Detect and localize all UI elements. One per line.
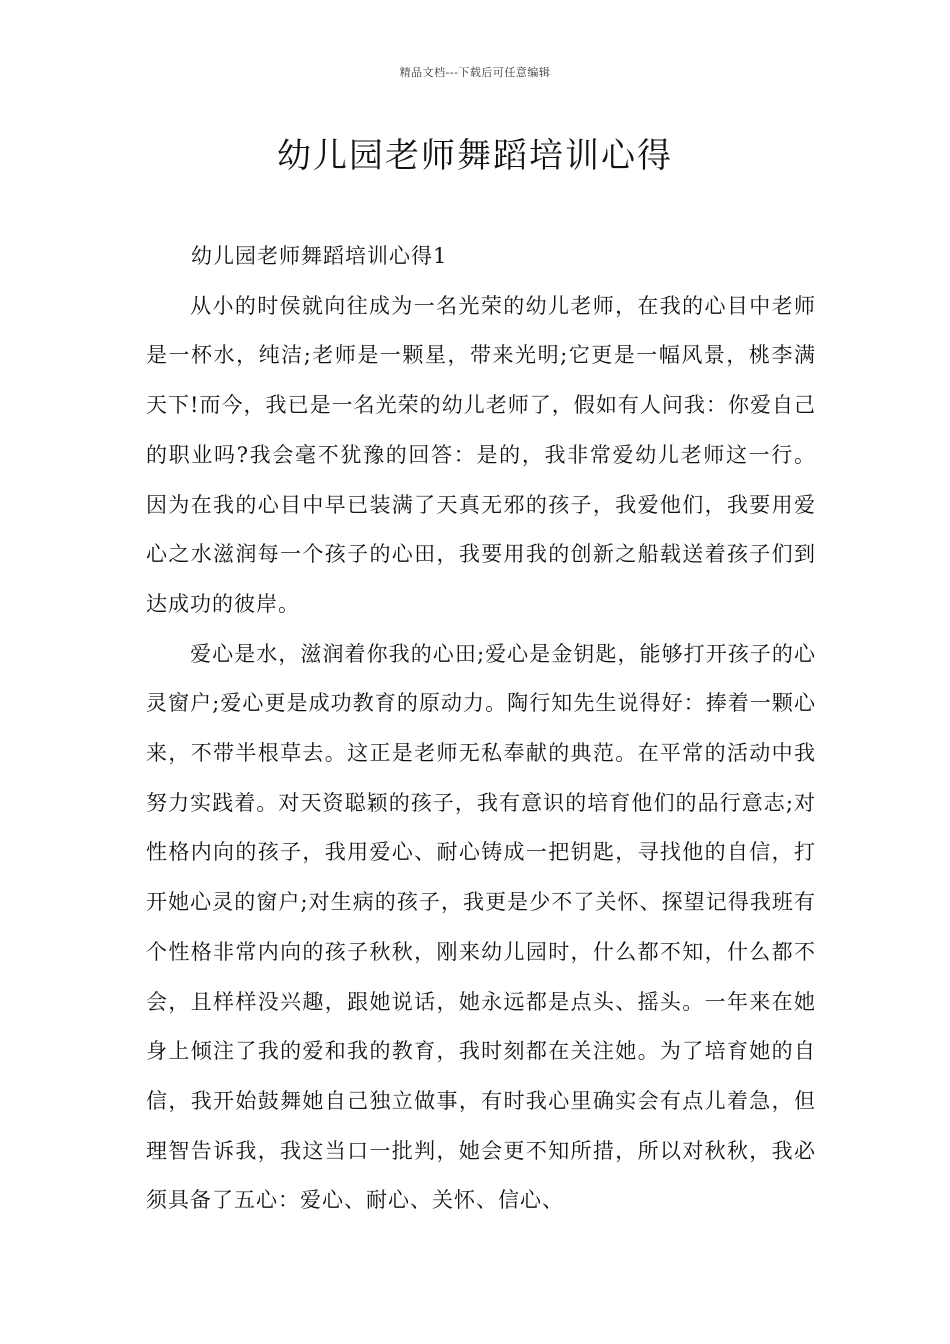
header-note: 精品文档---下载后可任意编辑: [399, 66, 551, 79]
document-body: [146, 232, 816, 1226]
document-title: 幼儿园老师舞蹈培训心得: [277, 136, 673, 176]
paragraph-2: 爱心是水，滋润着你我的心田;爱心是金钥匙，能够打开孩子的心灵窗户;爱心更是成功教育的原动力。陶行知先生说得好：捧着一颗心来，不带半根草去。这正是老师无私奉献的典范。在平常的活动中我努力实践着。对天资聪颖的孩子，我有意识的培育他们的品行意志;对性格内向的孩子，我用爱心、耐心铸成一把钥匙，寻找他的自信，打开她心灵的窗户;对生病的孩子，我更是少不了关怀、探望记得我班有个性格非常内向的孩子秋秋，刚来幼儿园时，什么都不知，什么都不会，且样样没兴趣，跟她说话，她永远都是点头、摇头。一年来在她身上倾注了我的爱和我的教育，我时刻都在关注她。为了培育她的自信，我开始鼓舞她自己独立做事，有时我心里确实会有点儿着急，但理智告诉我，我这当口一批判，她会更不知所措，所以对秋秋，我必须具备了五心：爱心、耐心、关怀、信心、: [146, 641, 816, 1213]
paragraph-1: 从小的时侯就向往成为一名光荣的幼儿老师，在我的心目中老师是一杯水，纯洁;老师是一颗星，带来光明;它更是一幅风景，桃李满天下!而今，我已是一名光荣的幼儿老师了，假如有人问我：你爱自己的职业吗?我会毫不犹豫的回答：是的，我非常爱幼儿老师这一行。因为在我的心目中早已装满了天真无邪的孩子，我爱他们，我要用爱心之水滋润每一个孩子的心田，我要用我的创新之船载送着孩子们到达成功的彼岸。: [146, 293, 816, 616]
section-heading: 幼儿园老师舞蹈培训心得1: [191, 244, 448, 268]
